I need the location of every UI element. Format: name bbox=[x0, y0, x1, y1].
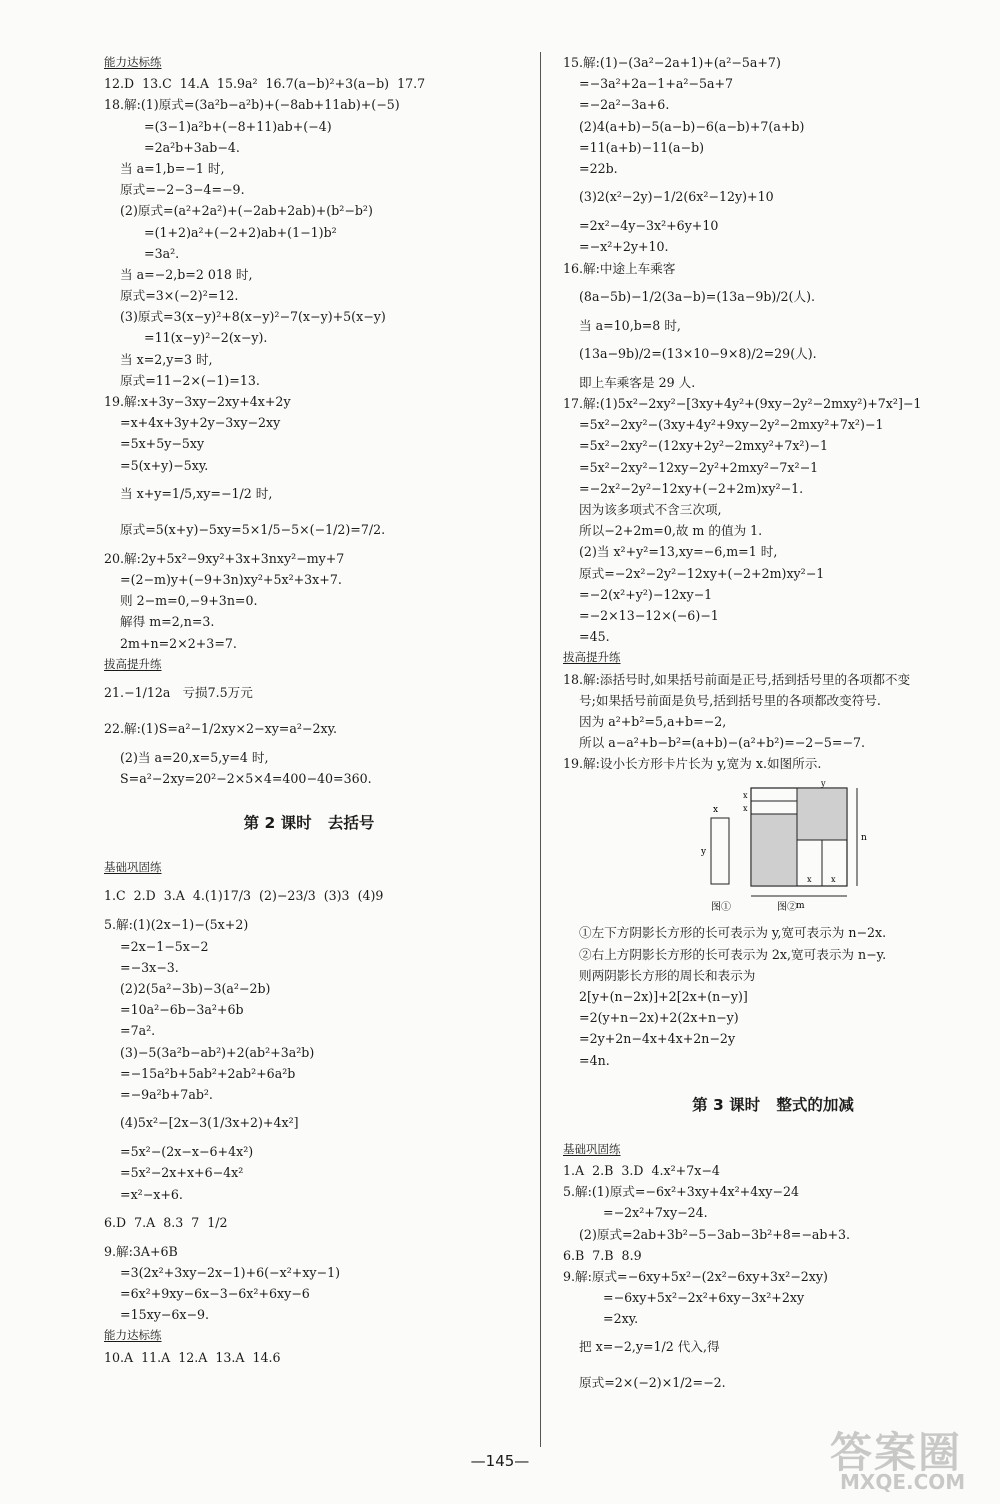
answer-line: =−2x²−2y²−12xy+(−2+2m)xy²−1. bbox=[563, 480, 804, 496]
answer-line: 2m+n=2×2+3=7. bbox=[104, 635, 237, 651]
answer-line: =2y+2n−4x+4x+2n−2y bbox=[563, 1031, 736, 1047]
answer-line: =−3x−3. bbox=[104, 959, 179, 975]
answer-line: 5.解:(1)原式=−6x²+3xy+4x²+4xy−24 bbox=[563, 1184, 800, 1200]
answer-line: 原式=11−2×(−1)=13. bbox=[104, 372, 260, 388]
answer-line: 原式=2×(−2)×1/2=−2. bbox=[563, 1375, 726, 1391]
answer-line: =−9a²b+7ab². bbox=[104, 1086, 213, 1102]
section-label: 拔高提升练 bbox=[104, 656, 162, 671]
answer-line: 号;如果括号前面是负号,括到括号里的各项都改变符号. bbox=[563, 692, 881, 708]
answer-line: (13a−9b)/2=(13×10−9×8)/2=29(人). bbox=[563, 345, 817, 361]
answer-line: =−2(x²+y²)−12xy−1 bbox=[563, 586, 713, 602]
answer-line: =3(2x²+3xy−2x−1)+6(−x²+xy−1) bbox=[104, 1264, 341, 1280]
answer-line: 则两阴影长方形的周长和表示为 bbox=[563, 967, 756, 983]
answer-line: 19.解:设小长方形卡片长为 y,宽为 x.如图所示. bbox=[563, 756, 822, 772]
answer-line: =2a²b+3ab−4. bbox=[104, 139, 240, 155]
fig2-x-label-2: x bbox=[743, 804, 748, 814]
rectangle-figure bbox=[563, 778, 983, 918]
fig2-caption: 图② bbox=[777, 902, 797, 914]
lesson-heading: 第 2 课时 去括号 bbox=[243, 814, 375, 833]
answer-line: (2)当 a=20,x=5,y=4 时, bbox=[104, 749, 269, 765]
section-label: 能力达标练 bbox=[104, 1328, 162, 1343]
fig1-caption: 图① bbox=[711, 902, 731, 914]
answer-line: 所以−2+2m=0,故 m 的值为 1. bbox=[563, 523, 763, 539]
answer-line: =−2a²−3a+6. bbox=[563, 97, 670, 113]
answer-line: =5x²−(2x−x−6+4x²) bbox=[104, 1144, 254, 1160]
answer-line: =5(x+y)−5xy. bbox=[104, 457, 209, 473]
right-column bbox=[563, 52, 983, 1401]
answer-line: 2[y+(n−2x)]+2[2x+(n−y)] bbox=[563, 989, 748, 1004]
answer-line: =−x²+2y+10. bbox=[563, 239, 669, 255]
answer-line: 因为该多项式不含三次项, bbox=[563, 502, 722, 517]
fig2-n-label: n bbox=[861, 833, 867, 844]
watermark-url: MXQE.COM bbox=[840, 1470, 966, 1494]
answer-line: 把 x=−2,y=1/2 代入,得 bbox=[563, 1339, 720, 1355]
answer-line: =5x²−2xy²−(3xy+4y²+9xy−2y²−2mxy²+7x²)−1 bbox=[563, 417, 884, 433]
answer-line: 当 a=−2,b=2 018 时, bbox=[104, 266, 253, 282]
answer-line: (2)2(5a²−3b)−3(a²−2b) bbox=[104, 981, 271, 996]
answer-line: 则 2−m=0,−9+3n=0. bbox=[104, 593, 258, 609]
answer-line: =x²−x+6. bbox=[104, 1186, 183, 1202]
answer-line: 18.解:添括号时,如果括号前面是正号,括到括号里的各项都不变 bbox=[563, 671, 911, 687]
answer-line: =2(y+n−2x)+2(2x+n−y) bbox=[563, 1010, 739, 1026]
answer-line: 因为 a²+b²=5,a+b=−2, bbox=[563, 713, 727, 729]
answer-line: ②右上方阴影长方形的长可表示为 2x,宽可表示为 n−y. bbox=[563, 946, 887, 962]
answer-line: =5x²−2x+x+6−4x² bbox=[104, 1165, 244, 1181]
answer-line: 15.解:(1)−(3a²−2a+1)+(a²−5a+7) bbox=[563, 55, 781, 70]
answer-line: =5x+5y−5xy bbox=[104, 436, 205, 452]
answer-line: =x+4x+3y+2y−3xy−2xy bbox=[104, 415, 281, 431]
answer-line: 1.C 2.D 3.A 4.(1)17/3 (2)−23/3 (3)3 (4)9 bbox=[104, 888, 384, 904]
answer-line: =2x−1−5x−2 bbox=[104, 938, 209, 954]
answer-line: =−6xy+5x²−2x²+6xy−3x²+2xy bbox=[563, 1290, 805, 1306]
answer-line: =6x²+9xy−6x−3−6x²+6xy−6 bbox=[104, 1286, 310, 1302]
answer-line: 12.D 13.C 14.A 15.9a² 16.7(a−b)²+3(a−b) 17.7 bbox=[104, 76, 426, 92]
column-divider bbox=[540, 52, 541, 1447]
answer-line: =22b. bbox=[563, 160, 618, 176]
answer-line: (3)−5(3a²b−ab²)+2(ab²+3a²b) bbox=[104, 1044, 315, 1060]
answer-line: 解得 m=2,n=3. bbox=[104, 614, 215, 630]
answer-line: (2)原式=2ab+3b²−5−3ab−3b²+8=−ab+3. bbox=[563, 1226, 851, 1242]
answer-line: (2)当 x²+y²=13,xy=−6,m=1 时, bbox=[563, 544, 778, 560]
answer-line: 16.解:中途上车乘客 bbox=[563, 260, 676, 276]
answer-line: 6.B 7.B 8.9 bbox=[563, 1247, 642, 1263]
page-number: —145— bbox=[470, 1452, 530, 1470]
answer-line: 当 a=10,b=8 时, bbox=[563, 317, 681, 333]
answer-line: 22.解:(1)S=a²−1/2xy×2−xy=a²−2xy. bbox=[104, 720, 338, 736]
answer-line: (4)5x²−[2x−3(1/3x+2)+4x²] bbox=[104, 1115, 299, 1131]
answer-line: 21.−1/12a 亏损7.5万元 bbox=[104, 684, 253, 700]
section-label: 能力达标练 bbox=[104, 55, 162, 69]
answer-line: 20.解:2y+5x²−9xy²+3x+3nxy²−my+7 bbox=[104, 550, 345, 566]
answer-line: =−3a²+2a−1+a²−5a+7 bbox=[563, 76, 734, 92]
answer-line: (3)原式=3(x−y)²+8(x−y)²−7(x−y)+5(x−y) bbox=[104, 309, 386, 325]
answer-line: 9.解:3A+6B bbox=[104, 1243, 178, 1259]
answer-line: =5x²−2xy²−(12xy+2y²−2mxy²+7x²)−1 bbox=[563, 438, 828, 454]
answer-line: =2x²−4y−3x²+6y+10 bbox=[563, 218, 719, 234]
answer-line: 10.A 11.A 12.A 13.A 14.6 bbox=[104, 1349, 281, 1365]
answer-line: =−2x²+7xy−24. bbox=[563, 1205, 708, 1221]
answer-line: (3)2(x²−2y)−1/2(6x²−12y)+10 bbox=[563, 189, 774, 205]
answer-line: 原式=3×(−2)²=12. bbox=[104, 288, 239, 304]
answer-line: 原式=−2−3−4=−9. bbox=[104, 182, 245, 198]
fig1-x-label: x bbox=[713, 805, 719, 816]
answer-line: =10a²−6b−3a²+6b bbox=[104, 1002, 244, 1018]
answer-line: 19.解:x+3y−3xy−2xy+4x+2y bbox=[104, 394, 291, 409]
answer-line: 18.解:(1)原式=(3a²b−a²b)+(−8ab+11ab)+(−5) bbox=[104, 97, 400, 113]
fig2-x-label-3: x bbox=[807, 875, 812, 885]
answer-line: 所以 a−a²+b−b²=(a+b)−(a²+b²)=−2−5=−7. bbox=[563, 735, 865, 751]
answer-line: 5.解:(1)(2x−1)−(5x+2) bbox=[104, 917, 249, 933]
figure-svg bbox=[563, 778, 983, 918]
answer-line: =(1+2)a²+(−2+2)ab+(1−1)b² bbox=[104, 224, 337, 240]
answer-line: 9.解:原式=−6xy+5x²−(2x²−6xy+3x²−2xy) bbox=[563, 1268, 828, 1284]
answer-line: ①左下方阴影长方形的长可表示为 y,宽可表示为 n−2x. bbox=[563, 925, 887, 941]
fig2-m-label: m bbox=[796, 901, 805, 912]
section-label: 拔高提升练 bbox=[563, 650, 621, 665]
section-label: 基础巩固练 bbox=[563, 1141, 621, 1156]
answer-line: 1.A 2.B 3.D 4.x²+7x−4 bbox=[563, 1162, 720, 1178]
section-label: 基础巩固练 bbox=[104, 860, 162, 875]
left-column bbox=[104, 52, 514, 1368]
answer-line: =4n. bbox=[563, 1052, 610, 1068]
answer-line: =−15a²b+5ab²+2ab²+6a²b bbox=[104, 1065, 296, 1081]
answer-line: 当 x=2,y=3 时, bbox=[104, 351, 213, 367]
answer-line: (2)原式=(a²+2a²)+(−2ab+2ab)+(b²−b²) bbox=[104, 203, 373, 219]
watermark bbox=[830, 1420, 980, 1500]
answer-line: 17.解:(1)5x²−2xy²−[3xy+4y²+(9xy−2y²−2mxy²)+7x²]−1 bbox=[563, 396, 922, 412]
answer-line: =5x²−2xy²−12xy−2y²+2mxy²−7x²−1 bbox=[563, 459, 819, 475]
fig2-y-label: y bbox=[821, 779, 826, 789]
fig2-x-label-4: x bbox=[831, 875, 836, 885]
answer-line: 当 x+y=1/5,xy=−1/2 时, bbox=[104, 485, 273, 501]
answer-line: 即上车乘客是 29 人. bbox=[563, 374, 696, 390]
answer-line: 当 a=1,b=−1 时, bbox=[104, 160, 225, 176]
answer-line: 6.D 7.A 8.3 7 1/2 bbox=[104, 1214, 228, 1230]
answer-line: 原式=−2x²−2y²−12xy+(−2+2m)xy²−1 bbox=[563, 565, 825, 581]
answer-line: =(2−m)y+(−9+3n)xy²+5x²+3x+7. bbox=[104, 571, 342, 587]
watermark-text: 答案圈 bbox=[830, 1428, 963, 1477]
answer-line: S=a²−2xy=20²−2×5×4=400−40=360. bbox=[104, 771, 372, 787]
lesson-heading: 第 3 课时 整式的加减 bbox=[692, 1095, 854, 1114]
answer-line: =(3−1)a²b+(−8+11)ab+(−4) bbox=[104, 118, 332, 134]
answer-line: =45. bbox=[563, 629, 610, 645]
answer-line: 原式=5(x+y)−5xy=5×1/5−5×(−1/2)=7/2. bbox=[104, 521, 386, 537]
answer-line: =−2×13−12×(−6)−1 bbox=[563, 607, 719, 623]
answer-line: (2)4(a+b)−5(a−b)−6(a−b)+7(a+b) bbox=[563, 118, 805, 134]
answer-line: =2xy. bbox=[563, 1311, 639, 1327]
answer-line: =3a². bbox=[104, 245, 180, 261]
fig1-y-label: y bbox=[701, 847, 707, 858]
answer-line: =11(a+b)−11(a−b) bbox=[563, 139, 705, 155]
answer-line: =7a². bbox=[104, 1023, 156, 1039]
answer-line: =11(x−y)²−2(x−y). bbox=[104, 330, 268, 346]
answer-line: =15xy−6x−9. bbox=[104, 1307, 210, 1323]
answer-line: (8a−5b)−1/2(3a−b)=(13a−9b)/2(人). bbox=[563, 288, 815, 304]
fig2-x-label-1: x bbox=[743, 791, 748, 801]
